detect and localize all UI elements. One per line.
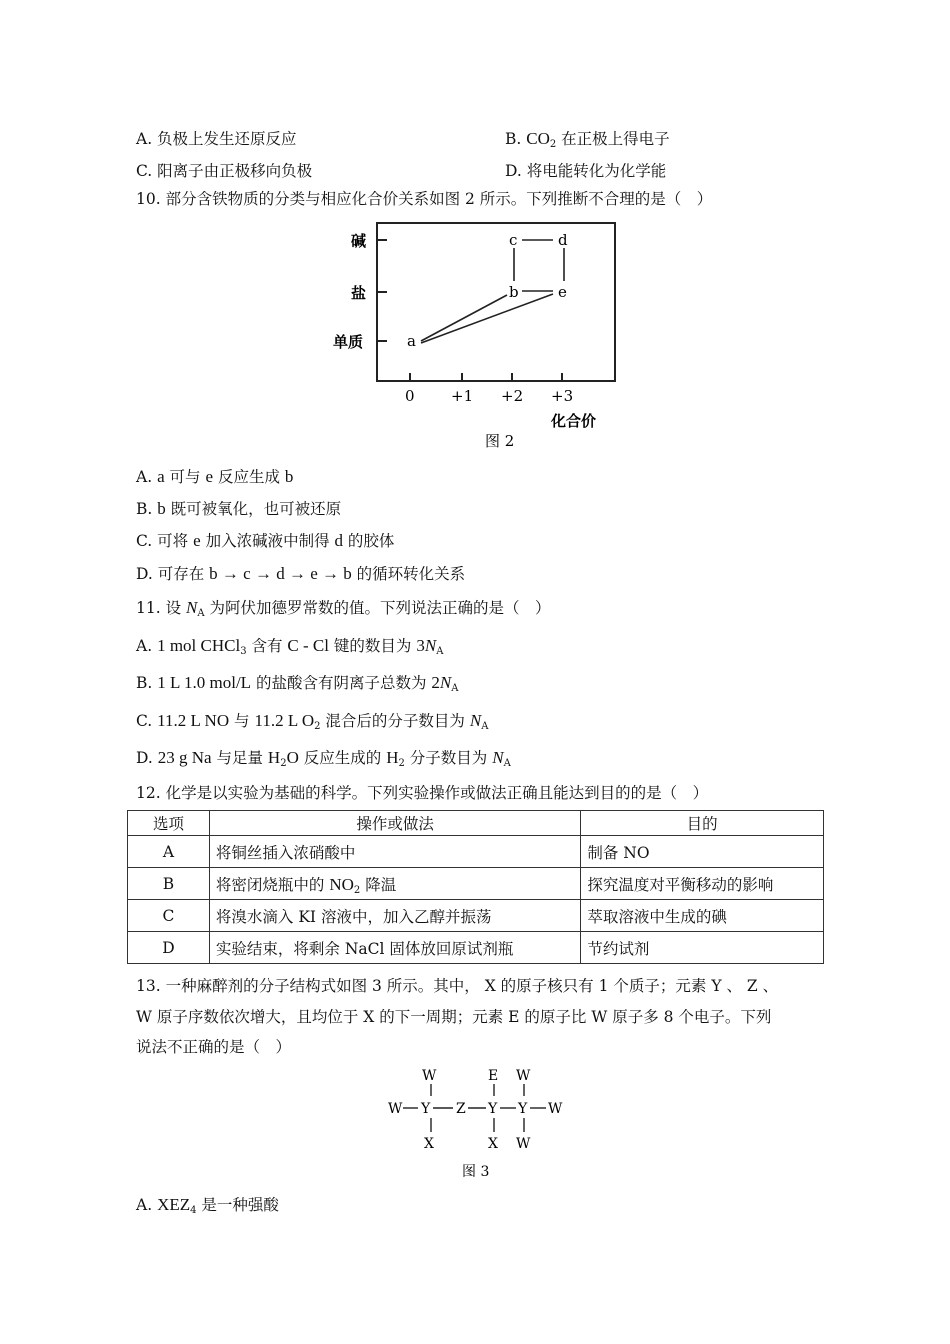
- y-label-element: 单质: [333, 333, 364, 351]
- header-operation: 操作或做法: [209, 811, 580, 836]
- figure-2-caption: 图 2: [485, 432, 515, 450]
- svg-text:Y: Y: [421, 1101, 431, 1117]
- figure-3-caption: 图 3: [462, 1164, 490, 1180]
- q11-stem: 11. 设 $N_A$ 为阿伏加德罗常数的值。下列说法正确的是（ ）: [136, 598, 551, 619]
- q9-option-b: B. $CO_2$ 在正极上得电子: [505, 129, 670, 150]
- q10-stem: 10. 部分含铁物质的分类与相应化合价关系如图 2 所示。下列推断不合理的是（ ）: [136, 190, 713, 208]
- q12-table: [127, 810, 824, 964]
- row-operation: 实验结束，将剩余 NaCl 固体放回原试剂瓶: [209, 932, 580, 964]
- q11-option-c: C. 11.2 L NO 与 11.2 L $O_2$ 混合后的分子数目为 $N_A$: [136, 711, 489, 732]
- figure-2-iron-valence: [325, 215, 625, 460]
- q11-option-a: A. 1 mol CHCl$_3$ 含有 C - Cl 键的数目为 $3N_A$: [136, 636, 444, 657]
- q10-option-a: A. a 可与 e 反应生成 b: [136, 467, 294, 486]
- point-c: c: [509, 231, 518, 249]
- q9-option-a: A. 负极上发生还原反应: [136, 130, 297, 148]
- point-e: e: [558, 283, 567, 301]
- x-tick-2: +2: [501, 387, 524, 405]
- q9-option-c: C. 阳离子由正极移向负极: [136, 162, 313, 180]
- q10-option-b: B. b 既可被氧化，也可被还原: [136, 499, 342, 518]
- y-label-base: 碱: [351, 232, 367, 250]
- row-goal: 节约试剂: [581, 932, 824, 964]
- row-goal: 萃取溶液中生成的碘: [581, 900, 824, 932]
- svg-text:W: W: [388, 1101, 403, 1117]
- table-row: [128, 868, 824, 900]
- svg-text:X: X: [424, 1136, 434, 1152]
- q9-option-d: D. 将电能转化为化学能: [505, 162, 667, 180]
- point-a: a: [407, 332, 416, 350]
- row-operation: 将溴水滴入 KI 溶液中，加入乙醇并振荡: [209, 900, 580, 932]
- svg-text:Z: Z: [456, 1101, 466, 1117]
- point-d: d: [558, 231, 568, 249]
- q13-stem-line3: 说法不正确的是（ ）: [136, 1038, 292, 1056]
- q11-option-d: D. 23 g Na 与足量 $H_2O$ 反应生成的 $H_2$ 分子数目为 $N_A$: [136, 748, 511, 769]
- svg-text:Y: Y: [488, 1101, 498, 1117]
- row-option: B: [128, 868, 210, 900]
- svg-text:W: W: [516, 1136, 531, 1152]
- figure-3-molecule: [378, 1062, 578, 1186]
- q13-stem-line2: W 原子序数依次增大，且均位于 X 的下一周期；元素 E 的原子比 W 原子多 8 个电子。下列: [136, 1008, 772, 1026]
- table-row: [128, 932, 824, 964]
- svg-text:W: W: [548, 1101, 563, 1117]
- row-goal: 制备 NO: [581, 836, 824, 868]
- q13-option-a: A. $XEZ_4$ 是一种强酸: [136, 1195, 279, 1216]
- x-axis-title: 化合价: [551, 412, 597, 430]
- svg-text:W: W: [422, 1068, 437, 1084]
- q10-option-c: C. 可将 e 加入浓碱液中制得 d 的胶体: [136, 531, 395, 550]
- y-label-salt: 盐: [351, 284, 367, 302]
- row-option: D: [128, 932, 210, 964]
- row-option: A: [128, 836, 210, 868]
- q10-option-d: D. 可存在 b → c → d → e → b 的循环转化关系: [136, 564, 466, 583]
- q12-stem: 12. 化学是以实验为基础的科学。下列实验操作或做法正确且能达到目的的是（ ）: [136, 784, 709, 802]
- header-option: 选项: [128, 811, 210, 836]
- row-operation: 将密闭烧瓶中的 $NO_2$ 降温: [209, 868, 580, 900]
- svg-text:Y: Y: [518, 1101, 528, 1117]
- q11-option-b: B. 1 L 1.0 mol/L 的盐酸含有阴离子总数为 $2N_A$: [136, 673, 459, 694]
- table-row: [128, 836, 824, 868]
- x-tick-3: +3: [551, 387, 574, 405]
- x-tick-0: 0: [405, 387, 415, 405]
- table-row: [128, 900, 824, 932]
- point-b: b: [509, 283, 519, 301]
- header-goal: 目的: [581, 811, 824, 836]
- svg-text:W: W: [516, 1068, 531, 1084]
- row-operation: 将铜丝插入浓硝酸中: [209, 836, 580, 868]
- q13-stem-line1: 13. 一种麻醉剂的分子结构式如图 3 所示。其中， X 的原子核只有 1 个质子；元素 Y 、 Z 、: [136, 977, 779, 995]
- row-goal: 探究温度对平衡移动的影响: [581, 868, 824, 900]
- row-option: C: [128, 900, 210, 932]
- svg-text:E: E: [488, 1068, 499, 1084]
- table-header-row: [128, 811, 824, 836]
- svg-text:X: X: [488, 1136, 498, 1152]
- x-tick-1: +1: [451, 387, 474, 405]
